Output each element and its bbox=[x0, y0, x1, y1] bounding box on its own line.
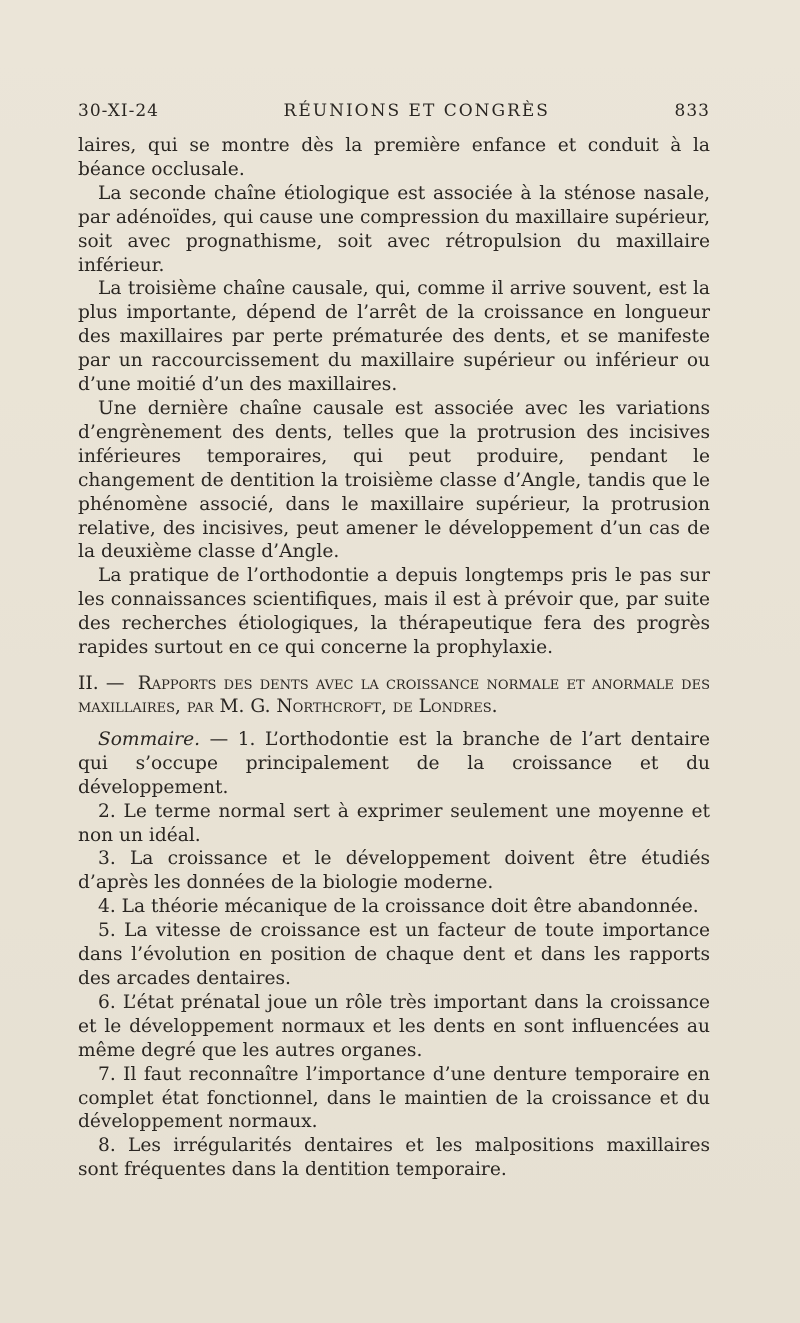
summary-item bbox=[78, 728, 710, 800]
paragraph: Une dernière chaîne causale est associée avec les variations d’engrènement des dents, telles que la protrusion des incisives inférieures temporaires, qui peut produire, pendant le changement de dentition la troisième classe d’Angle, tandis que le phénomène associé, dans le maxillaire supérieur, la protrusion relative, des incisives, peut amener le développement d’un cas de la deuxième classe d’Angle. bbox=[78, 397, 710, 563]
summary-item: 5. La vitesse de croissance est un facteur de toute importance dans l’évolution en position de chaque dent et dans les rapports des arcades dentaires. bbox=[78, 920, 710, 989]
summary-item: 6. L’état prénatal joue un rôle très important dans la croissance et le développement normaux et les dents en sont influencées au même degré que les autres organes. bbox=[78, 991, 710, 1061]
section-heading bbox=[78, 672, 710, 718]
summary-item: 7. Il faut reconnaître l’importance d’une denture temporaire en complet état fonctionnel, dans le maintien de la croissance et du développement normaux. bbox=[78, 1063, 710, 1133]
summary-item: 8. Les irrégularités dentaires et les malpositions maxillaires sont fréquentes dans la dentition temporaire. bbox=[78, 1135, 710, 1181]
paragraph: La seconde chaîne étiologique est associée à la sténose nasale, par adénoïdes, qui cause une compression du maxillaire supérieur, soit avec prognathisme, soit avec rétropulsion du maxillaire inférieur. bbox=[78, 182, 710, 276]
header-title: RÉUNIONS ET CONGRÈS bbox=[283, 101, 550, 121]
running-header bbox=[78, 100, 710, 134]
summary-item-text: — 1. L’orthodontie est la branche de l’art dentaire qui s’occupe principalement de la croissance et du développement. bbox=[78, 728, 710, 798]
paragraph-continuation: laires, qui se montre dès la première enfance et conduit à la béance occlusale. bbox=[78, 135, 710, 180]
summary-item: 4. La théorie mécanique de la croissance doit être abandonnée. bbox=[98, 896, 699, 918]
summary-item: 2. Le terme normal sert à exprimer seulement une moyenne et non un idéal. bbox=[78, 800, 710, 846]
paragraph: La pratique de l’orthodontie a depuis longtemps pris le pas sur les connaissances scientifiques, mais il est à prévoir que, par suite des recherches étiologiques, la thérapeutique fera des progrès rapides surtout en ce qui concerne la prophylaxie. bbox=[78, 565, 710, 659]
section-number: II. — bbox=[78, 672, 125, 694]
page-number: 833 bbox=[674, 101, 710, 121]
header-date: 30-XI-24 bbox=[78, 101, 159, 121]
summary-label: Sommaire. bbox=[98, 728, 201, 750]
page-text bbox=[78, 100, 710, 1182]
section-title-text: Rapports des dents avec la croissance normale et anormale des maxillaires, par M. G. Northcroft, de Londres. bbox=[78, 672, 710, 717]
paragraph: La troisième chaîne causale, qui, comme il arrive souvent, est la plus importante, dépend de l’arrêt de la croissance en longueur des maxillaires par perte prématurée des dents, et se manifeste par un raccourcissement du maxillaire supérieur ou inférieur ou d’une moitié d’un des maxillaires. bbox=[78, 278, 710, 396]
summary-item: 3. La croissance et le développement doivent être étudiés d’après les données de la biologie moderne. bbox=[78, 848, 710, 894]
